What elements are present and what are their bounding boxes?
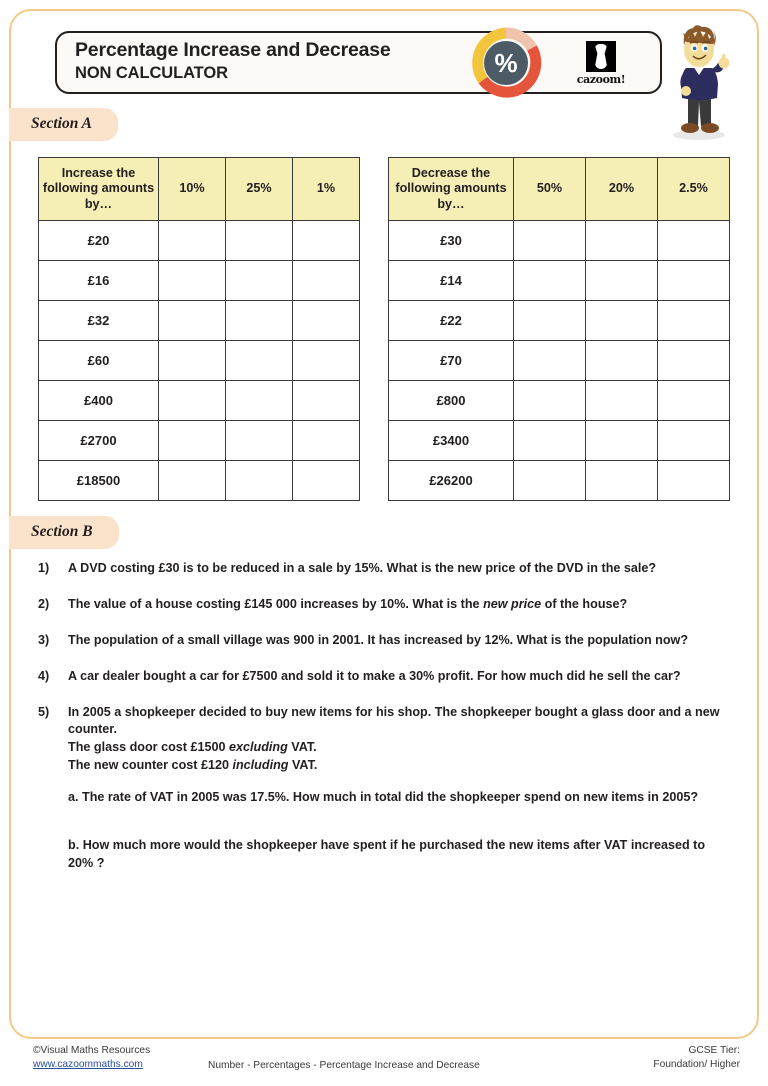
table-row: [39, 381, 360, 421]
question-line: The glass door cost £1500 excluding VAT.: [68, 740, 317, 755]
table-row: [39, 301, 360, 341]
table-row: [389, 341, 730, 381]
table-header-row: [389, 158, 730, 221]
table-row: [39, 421, 360, 461]
decrease-answer-cell-r3-c1[interactable]: [514, 301, 586, 341]
footer-url-link[interactable]: www.cazoommaths.com: [33, 1058, 143, 1070]
question-item: [38, 704, 728, 873]
question-item: [38, 560, 728, 578]
decrease-answer-cell-r6-c3[interactable]: [658, 421, 730, 461]
question-number: 4): [38, 668, 50, 683]
emphasis-text: excluding: [228, 740, 288, 755]
table-row: [39, 341, 360, 381]
increase-answer-cell-r2-c3[interactable]: [293, 261, 360, 301]
decrease-col-1: 50%: [514, 158, 586, 221]
decrease-answer-cell-r2-c1[interactable]: [514, 261, 586, 301]
question-line: b. How much more would the shopkeeper have spent if he purchased the new items after VAT increased to 20% ?: [68, 837, 706, 870]
increase-answer-cell-r4-c2[interactable]: [226, 341, 293, 381]
question-item: [38, 668, 728, 686]
decrease-answer-cell-r5-c2[interactable]: [586, 381, 658, 421]
question-text: [68, 668, 728, 686]
decrease-answer-cell-r5-c3[interactable]: [658, 381, 730, 421]
emphasis-text: new price: [483, 596, 542, 611]
decrease-answer-cell-r2-c3[interactable]: [658, 261, 730, 301]
increase-col-3: 1%: [293, 158, 360, 221]
table-row: [39, 261, 360, 301]
decrease-answer-cell-r4-c1[interactable]: [514, 341, 586, 381]
percent-circle-icon: [470, 27, 542, 99]
increase-answer-cell-r2-c1[interactable]: [159, 261, 226, 301]
increase-col-1: 10%: [159, 158, 226, 221]
increase-answer-cell-r2-c2[interactable]: [226, 261, 293, 301]
decrease-answer-cell-r6-c1[interactable]: [514, 421, 586, 461]
question-item: [38, 596, 728, 614]
increase-answer-cell-r1-c2[interactable]: [226, 221, 293, 261]
question-text: [68, 632, 728, 650]
page-subtitle: NON CALCULATOR: [75, 63, 228, 82]
table-header-row: [39, 158, 360, 221]
decrease-answer-cell-r5-c1[interactable]: [514, 381, 586, 421]
table-row: [389, 221, 730, 261]
increase-amount-cell: £16: [39, 261, 159, 301]
decrease-amount-cell: £70: [389, 341, 514, 381]
decrease-answer-cell-r3-c2[interactable]: [586, 301, 658, 341]
increase-amount-cell: £32: [39, 301, 159, 341]
increase-col-2: 25%: [226, 158, 293, 221]
increase-answer-cell-r5-c1[interactable]: [159, 381, 226, 421]
increase-amount-cell: £2700: [39, 421, 159, 461]
worksheet-header: [55, 31, 662, 94]
section-a-tab: Section A: [9, 108, 118, 141]
page-footer: [0, 1042, 768, 1086]
page-title: Percentage Increase and Decrease: [75, 39, 391, 61]
decrease-amount-cell: £3400: [389, 421, 514, 461]
question-item: [38, 632, 728, 650]
question-line: a. The rate of VAT in 2005 was 17.5%. How much in total did the shopkeeper spend on new items in 2005?: [68, 790, 699, 804]
decrease-answer-cell-r7-c2[interactable]: [586, 461, 658, 501]
table-row: [389, 461, 730, 501]
decrease-answer-cell-r1-c2[interactable]: [586, 221, 658, 261]
table-row: [389, 301, 730, 341]
decrease-answer-cell-r7-c1[interactable]: [514, 461, 586, 501]
increase-amount-cell: £20: [39, 221, 159, 261]
decrease-answer-cell-r6-c2[interactable]: [586, 421, 658, 461]
question-text: [68, 596, 728, 614]
increase-answer-cell-r5-c2[interactable]: [226, 381, 293, 421]
percent-symbol: %: [494, 48, 518, 78]
increase-answer-cell-r6-c2[interactable]: [226, 421, 293, 461]
increase-answer-cell-r3-c3[interactable]: [293, 301, 360, 341]
table-row: [389, 421, 730, 461]
footer-tier: [653, 1044, 740, 1072]
increase-answer-cell-r6-c3[interactable]: [293, 421, 360, 461]
decrease-answer-cell-r4-c2[interactable]: [586, 341, 658, 381]
increase-answer-cell-r7-c3[interactable]: [293, 461, 360, 501]
increase-answer-cell-r1-c1[interactable]: [159, 221, 226, 261]
section-b-tab: Section B: [9, 516, 119, 549]
table-row: [389, 381, 730, 421]
question-text: [68, 560, 728, 578]
question-number: 3): [38, 632, 50, 647]
decrease-amount-cell: £22: [389, 301, 514, 341]
question-number: 5): [38, 704, 50, 719]
decrease-answer-cell-r7-c3[interactable]: [658, 461, 730, 501]
increase-amount-cell: £60: [39, 341, 159, 381]
footer-left: [33, 1044, 150, 1072]
decrease-answer-cell-r4-c3[interactable]: [658, 341, 730, 381]
decrease-amount-cell: £30: [389, 221, 514, 261]
question-line: In 2005 a shopkeeper decided to buy new items for his shop. The shopkeeper bought a glass door and a new counter.: [68, 704, 720, 737]
decrease-col-3: 2.5%: [658, 158, 730, 221]
cazoom-wordmark: cazoom!: [576, 73, 626, 86]
increase-answer-cell-r1-c3[interactable]: [293, 221, 360, 261]
question-number: 2): [38, 596, 50, 611]
section-b-questions: [38, 560, 728, 891]
cazoom-logo: [570, 41, 632, 89]
footer-copyright: ©Visual Maths Resources: [33, 1045, 151, 1056]
table-row: [39, 221, 360, 261]
footer-tier-line2: Foundation/ Higher: [653, 1058, 740, 1070]
decrease-col-2: 20%: [586, 158, 658, 221]
question-line: The new counter cost £120 including VAT.: [68, 758, 318, 773]
increase-answer-cell-r3-c2[interactable]: [226, 301, 293, 341]
decrease-answer-cell-r2-c2[interactable]: [586, 261, 658, 301]
increase-answer-cell-r5-c3[interactable]: [293, 381, 360, 421]
increase-answer-cell-r7-c2[interactable]: [226, 461, 293, 501]
emphasis-text: including: [232, 758, 289, 773]
increase-answer-cell-r7-c1[interactable]: [159, 461, 226, 501]
increase-header-label: Increase the following amounts by…: [39, 158, 159, 221]
decrease-amount-cell: £800: [389, 381, 514, 421]
increase-answer-cell-r4-c1[interactable]: [159, 341, 226, 381]
mascot-illustration: [660, 22, 738, 140]
decrease-table: [388, 157, 730, 501]
decrease-answer-cell-r1-c3[interactable]: [658, 221, 730, 261]
table-row: [389, 261, 730, 301]
decrease-header-label: Decrease the following amounts by…: [389, 158, 514, 221]
decrease-answer-cell-r1-c1[interactable]: [514, 221, 586, 261]
decrease-amount-cell: £26200: [389, 461, 514, 501]
question-number: 1): [38, 561, 50, 575]
question-text: [68, 704, 728, 873]
question-line: The population of a small village was 900 in 2001. It has increased by 12%. What is the population now?: [68, 632, 689, 647]
decrease-amount-cell: £14: [389, 261, 514, 301]
footer-tier-line1: GCSE Tier:: [688, 1045, 740, 1056]
question-line: A DVD costing £30 is to be reduced in a sale by 15%. What is the new price of the DVD in the sale?: [68, 561, 657, 575]
question-line: The value of a house costing £145 000 increases by 10%. What is the new price of the house?: [68, 596, 628, 611]
increase-answer-cell-r6-c1[interactable]: [159, 421, 226, 461]
cazoom-mark-icon: [586, 41, 616, 72]
increase-answer-cell-r3-c1[interactable]: [159, 301, 226, 341]
increase-amount-cell: £400: [39, 381, 159, 421]
increase-answer-cell-r4-c3[interactable]: [293, 341, 360, 381]
title-block: [75, 40, 391, 82]
question-line: A car dealer bought a car for £7500 and sold it to make a 30% profit. For how much did he sell the car?: [68, 668, 681, 683]
decrease-answer-cell-r3-c3[interactable]: [658, 301, 730, 341]
increase-amount-cell: £18500: [39, 461, 159, 501]
footer-topic: Number - Percentages - Percentage Increase and Decrease: [208, 1060, 480, 1071]
increase-table: [38, 157, 360, 501]
table-row: [39, 461, 360, 501]
